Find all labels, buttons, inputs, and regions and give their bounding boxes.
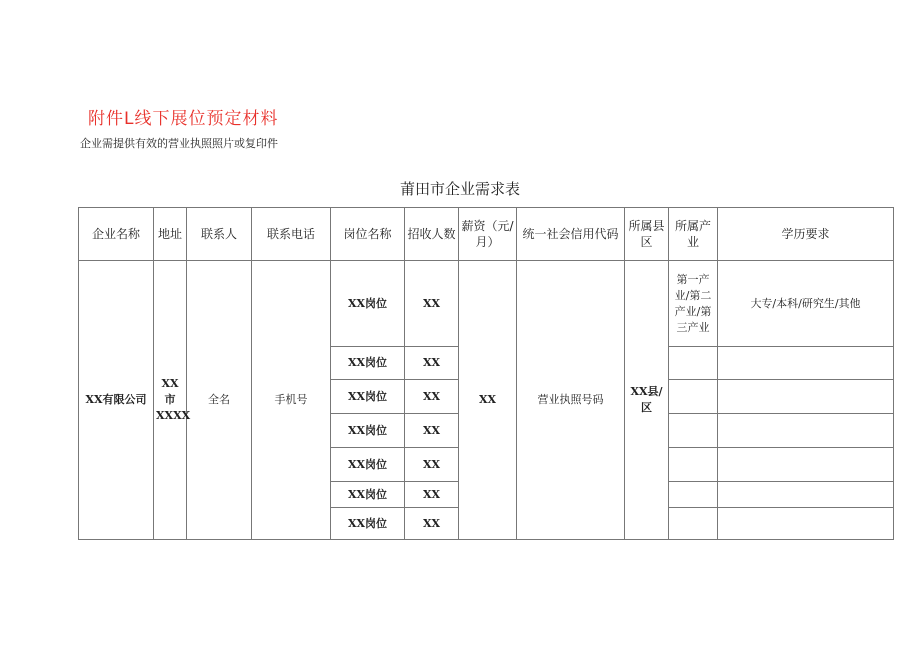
salary-cell: XX (459, 261, 517, 540)
industry-cell-empty (669, 482, 718, 508)
position-cell: XX岗位 (331, 261, 405, 347)
industry-cell-empty (669, 414, 718, 448)
contact-cell: 全名 (187, 261, 252, 540)
position-cell: XX岗位 (331, 448, 405, 482)
education-cell-empty (718, 448, 894, 482)
county-cell: XX县/区 (625, 261, 669, 540)
table-title: 莆田市企业需求表 (399, 180, 520, 198)
header-credit-code: 统一社会信用代码 (517, 208, 625, 261)
header-county: 所属县区 (625, 208, 669, 261)
position-cell: XX岗位 (331, 508, 405, 540)
position-cell: XX岗位 (331, 347, 405, 380)
header-education: 学历要求 (718, 208, 894, 261)
education-cell: 大专/本科/研究生/其他 (718, 261, 894, 347)
header-salary: 薪资（元/月） (459, 208, 517, 261)
header-company: 企业名称 (79, 208, 154, 261)
industry-cell-empty (669, 448, 718, 482)
industry-cell-empty (669, 380, 718, 414)
position-cell: XX岗位 (331, 482, 405, 508)
header-position: 岗位名称 (331, 208, 405, 261)
headcount-cell: XX (405, 347, 459, 380)
header-industry: 所属产业 (669, 208, 718, 261)
header-contact: 联系人 (187, 208, 252, 261)
education-cell-empty (718, 380, 894, 414)
headcount-cell: XX (405, 414, 459, 448)
headcount-cell: XX (405, 380, 459, 414)
license-note: 企业需提供有效的营业执照照片或复印件 (80, 137, 278, 150)
education-cell-empty (718, 414, 894, 448)
headcount-cell: XX (405, 482, 459, 508)
header-row (79, 208, 894, 261)
credit-code-cell: 营业执照号码 (517, 261, 625, 540)
table-row (79, 261, 894, 347)
demand-table (78, 207, 894, 540)
education-cell-empty (718, 508, 894, 540)
company-cell: XX有限公司 (79, 261, 154, 540)
header-headcount: 招收人数 (405, 208, 459, 261)
position-cell: XX岗位 (331, 380, 405, 414)
headcount-cell: XX (405, 261, 459, 347)
industry-cell-empty (669, 508, 718, 540)
education-cell-empty (718, 482, 894, 508)
position-cell: XX岗位 (331, 414, 405, 448)
address-cell: XX市XXXX (154, 261, 187, 540)
education-cell-empty (718, 347, 894, 380)
industry-cell-empty (669, 347, 718, 380)
headcount-cell: XX (405, 448, 459, 482)
phone-cell: 手机号 (252, 261, 331, 540)
headcount-cell: XX (405, 508, 459, 540)
industry-cell: 第一产业/第二产业/第三产业 (669, 261, 718, 347)
header-phone: 联系电话 (252, 208, 331, 261)
header-address: 地址 (154, 208, 187, 261)
attachment-title: 附件L线下展位预定材料 (88, 109, 279, 129)
